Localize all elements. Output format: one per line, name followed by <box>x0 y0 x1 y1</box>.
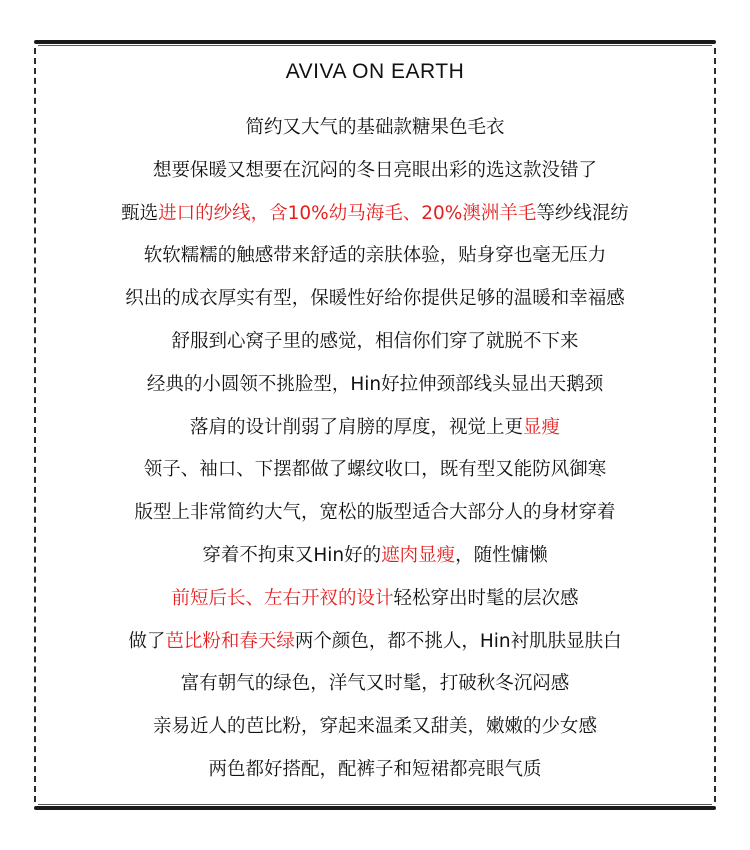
line-text: 软软糯糯的触感带来舒适的亲肤体验，贴身穿也毫无压力 <box>143 245 607 267</box>
highlight-text: 遮肉显瘦 <box>381 545 456 566</box>
line-text: 做了 <box>128 630 166 652</box>
description-line <box>34 629 716 655</box>
description-line <box>34 158 716 184</box>
line-text: 穿着不拘束又Hin好的 <box>202 545 382 566</box>
line-text: 两个颜色，都不挑人，Hin衬肌肤显肤白 <box>294 630 622 652</box>
description-line <box>34 457 716 483</box>
description-line <box>34 543 716 569</box>
description-line <box>34 115 716 141</box>
line-text: 舒服到心窝子里的感觉，相信你们穿了就脱不下来 <box>171 331 579 352</box>
description-line <box>34 586 716 612</box>
card-title: AVIVA ON EARTH <box>285 60 465 83</box>
highlight-text: 芭比粉和春天绿 <box>165 630 295 652</box>
line-text: ，随性慵懒 <box>455 545 548 566</box>
line-text: 两色都好搭配，配裤子和短裙都亮眼气质 <box>208 759 542 780</box>
description-line <box>34 286 716 312</box>
description-line <box>34 500 716 526</box>
line-text: 想要保暖又想要在沉闷的冬日亮眼出彩的选这款没错了 <box>152 159 597 181</box>
line-text: 经典的小圆领不挑脸型，Hin好拉伸颈部线头显出天鹅颈 <box>146 373 604 395</box>
line-text: 版型上非常简约大气，宽松的版型适合大部分人的身材穿着 <box>134 502 616 524</box>
description-line <box>34 201 716 227</box>
highlight-text: 进口的纱线，含10%幼马海毛、20%澳洲羊毛 <box>158 202 537 224</box>
text-card-frame <box>34 40 716 810</box>
highlight-text: 显瘦 <box>523 416 561 438</box>
description-line <box>34 372 716 398</box>
highlight-text: 前短后长、左右开衩的设计 <box>171 587 394 609</box>
line-text: 落肩的设计削弱了肩膀的厚度，视觉上更 <box>189 416 523 438</box>
line-text: 简约又大气的基础款糖果色毛衣 <box>245 117 505 138</box>
line-text: 亲易近人的芭比粉，穿起来温柔又甜美，嫩嫩的少女感 <box>152 716 597 738</box>
description-line <box>34 243 716 269</box>
description-line <box>34 757 716 783</box>
line-text: 织出的成衣厚实有型，保暖性好给你提供足够的温暖和幸福感 <box>125 288 625 310</box>
line-text: 轻松穿出时髦的层次感 <box>393 587 579 609</box>
card-content <box>34 40 716 810</box>
line-text: 领子、袖口、下摆都做了螺纹收口，既有型又能防风御寒 <box>143 459 607 481</box>
description-line <box>34 714 716 740</box>
line-text: 等纱线混纺 <box>536 202 629 224</box>
description-line <box>34 415 716 441</box>
line-text: 富有朝气的绿色，洋气又时髦，打破秋冬沉闷感 <box>180 673 570 695</box>
line-text: 甄选 <box>121 202 159 224</box>
description-line <box>34 671 716 697</box>
description-line <box>34 329 716 355</box>
